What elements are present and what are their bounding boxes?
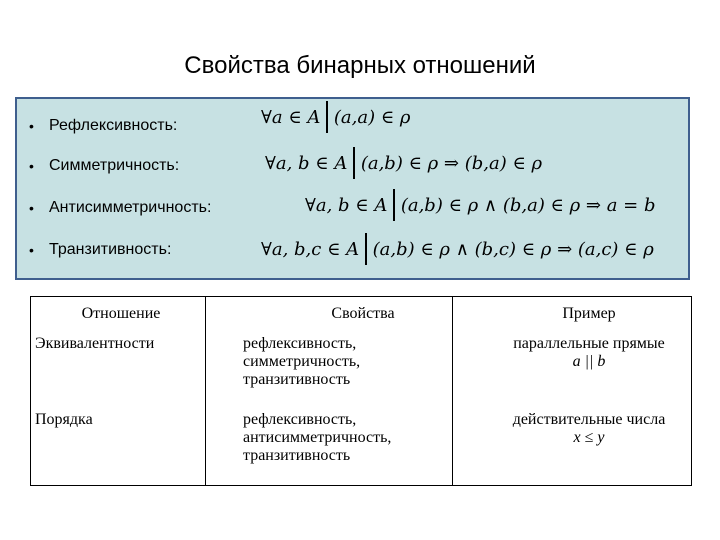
property-line: рефлексивность, <box>243 335 357 352</box>
bullet-icon: • <box>29 200 34 216</box>
cell-example <box>487 333 691 409</box>
formula-antisymmetric <box>305 189 656 221</box>
property-reflexive <box>29 117 177 135</box>
property-line: рефлексивность, <box>243 411 357 428</box>
table-row <box>31 409 691 467</box>
formula-quantifier: ∀a, b,c ∈ A <box>261 238 360 260</box>
cell-properties <box>211 333 487 409</box>
example-text: действительные числа <box>512 411 666 428</box>
table-right-border <box>691 296 692 486</box>
property-line: антисимметричность, <box>243 429 392 446</box>
property-antisymmetric <box>29 199 211 217</box>
formula-quantifier: ∀a, b ∈ A <box>305 194 388 216</box>
formula-transitive <box>261 233 654 265</box>
slide-title: Свойства бинарных отношений <box>184 52 536 79</box>
formula-separator <box>393 189 395 221</box>
property-transitive <box>29 241 171 259</box>
formula-body: (a,b) ∈ ρ ∧ (b,a) ∈ ρ ⇒ a = b <box>400 194 656 216</box>
bullet-icon: • <box>29 118 34 134</box>
cell-properties <box>211 409 487 467</box>
formula-body: (a,b) ∈ ρ ∧ (b,c) ∈ ρ ⇒ (a,c) ∈ ρ <box>372 238 654 260</box>
cell-relation: Порядка <box>35 411 93 428</box>
cell-example <box>487 409 691 467</box>
property-label: Транзитивность: <box>49 241 172 258</box>
formula-quantifier: ∀a, b ∈ A <box>265 152 348 174</box>
cell-relation: Эквивалентности <box>35 335 155 352</box>
relations-table <box>31 297 691 467</box>
formula-separator <box>353 147 355 179</box>
example-formula: a || b <box>572 353 606 370</box>
property-label: Рефлексивность: <box>49 117 178 134</box>
property-symmetric <box>29 157 179 175</box>
formula-body: (a,a) ∈ ρ <box>333 106 411 128</box>
bullet-icon: • <box>29 242 34 258</box>
formula-body: (a,b) ∈ ρ ⇒ (b,a) ∈ ρ <box>360 152 543 174</box>
formula-quantifier: ∀a ∈ A <box>261 106 321 128</box>
header-example: Пример <box>562 305 616 322</box>
formula-reflexive <box>261 101 410 133</box>
header-properties: Свойства <box>331 305 395 322</box>
property-label: Симметричность: <box>49 157 180 174</box>
table-row <box>31 333 691 409</box>
properties-panel <box>15 97 690 280</box>
example-text: параллельные прямые <box>513 335 665 352</box>
example-formula: x ≤ y <box>573 429 605 446</box>
property-line: симметричность, <box>243 353 361 370</box>
formula-separator <box>365 233 367 265</box>
property-label: Антисимметричность: <box>49 199 212 216</box>
bullet-icon: • <box>29 158 34 174</box>
header-relation: Отношение <box>81 305 161 322</box>
formula-separator <box>326 101 328 133</box>
formula-symmetric <box>265 147 542 179</box>
property-line: транзитивность <box>243 447 351 464</box>
table-bottom-border <box>30 485 692 486</box>
property-line: транзитивность <box>243 371 351 388</box>
table-header-row <box>31 297 691 333</box>
